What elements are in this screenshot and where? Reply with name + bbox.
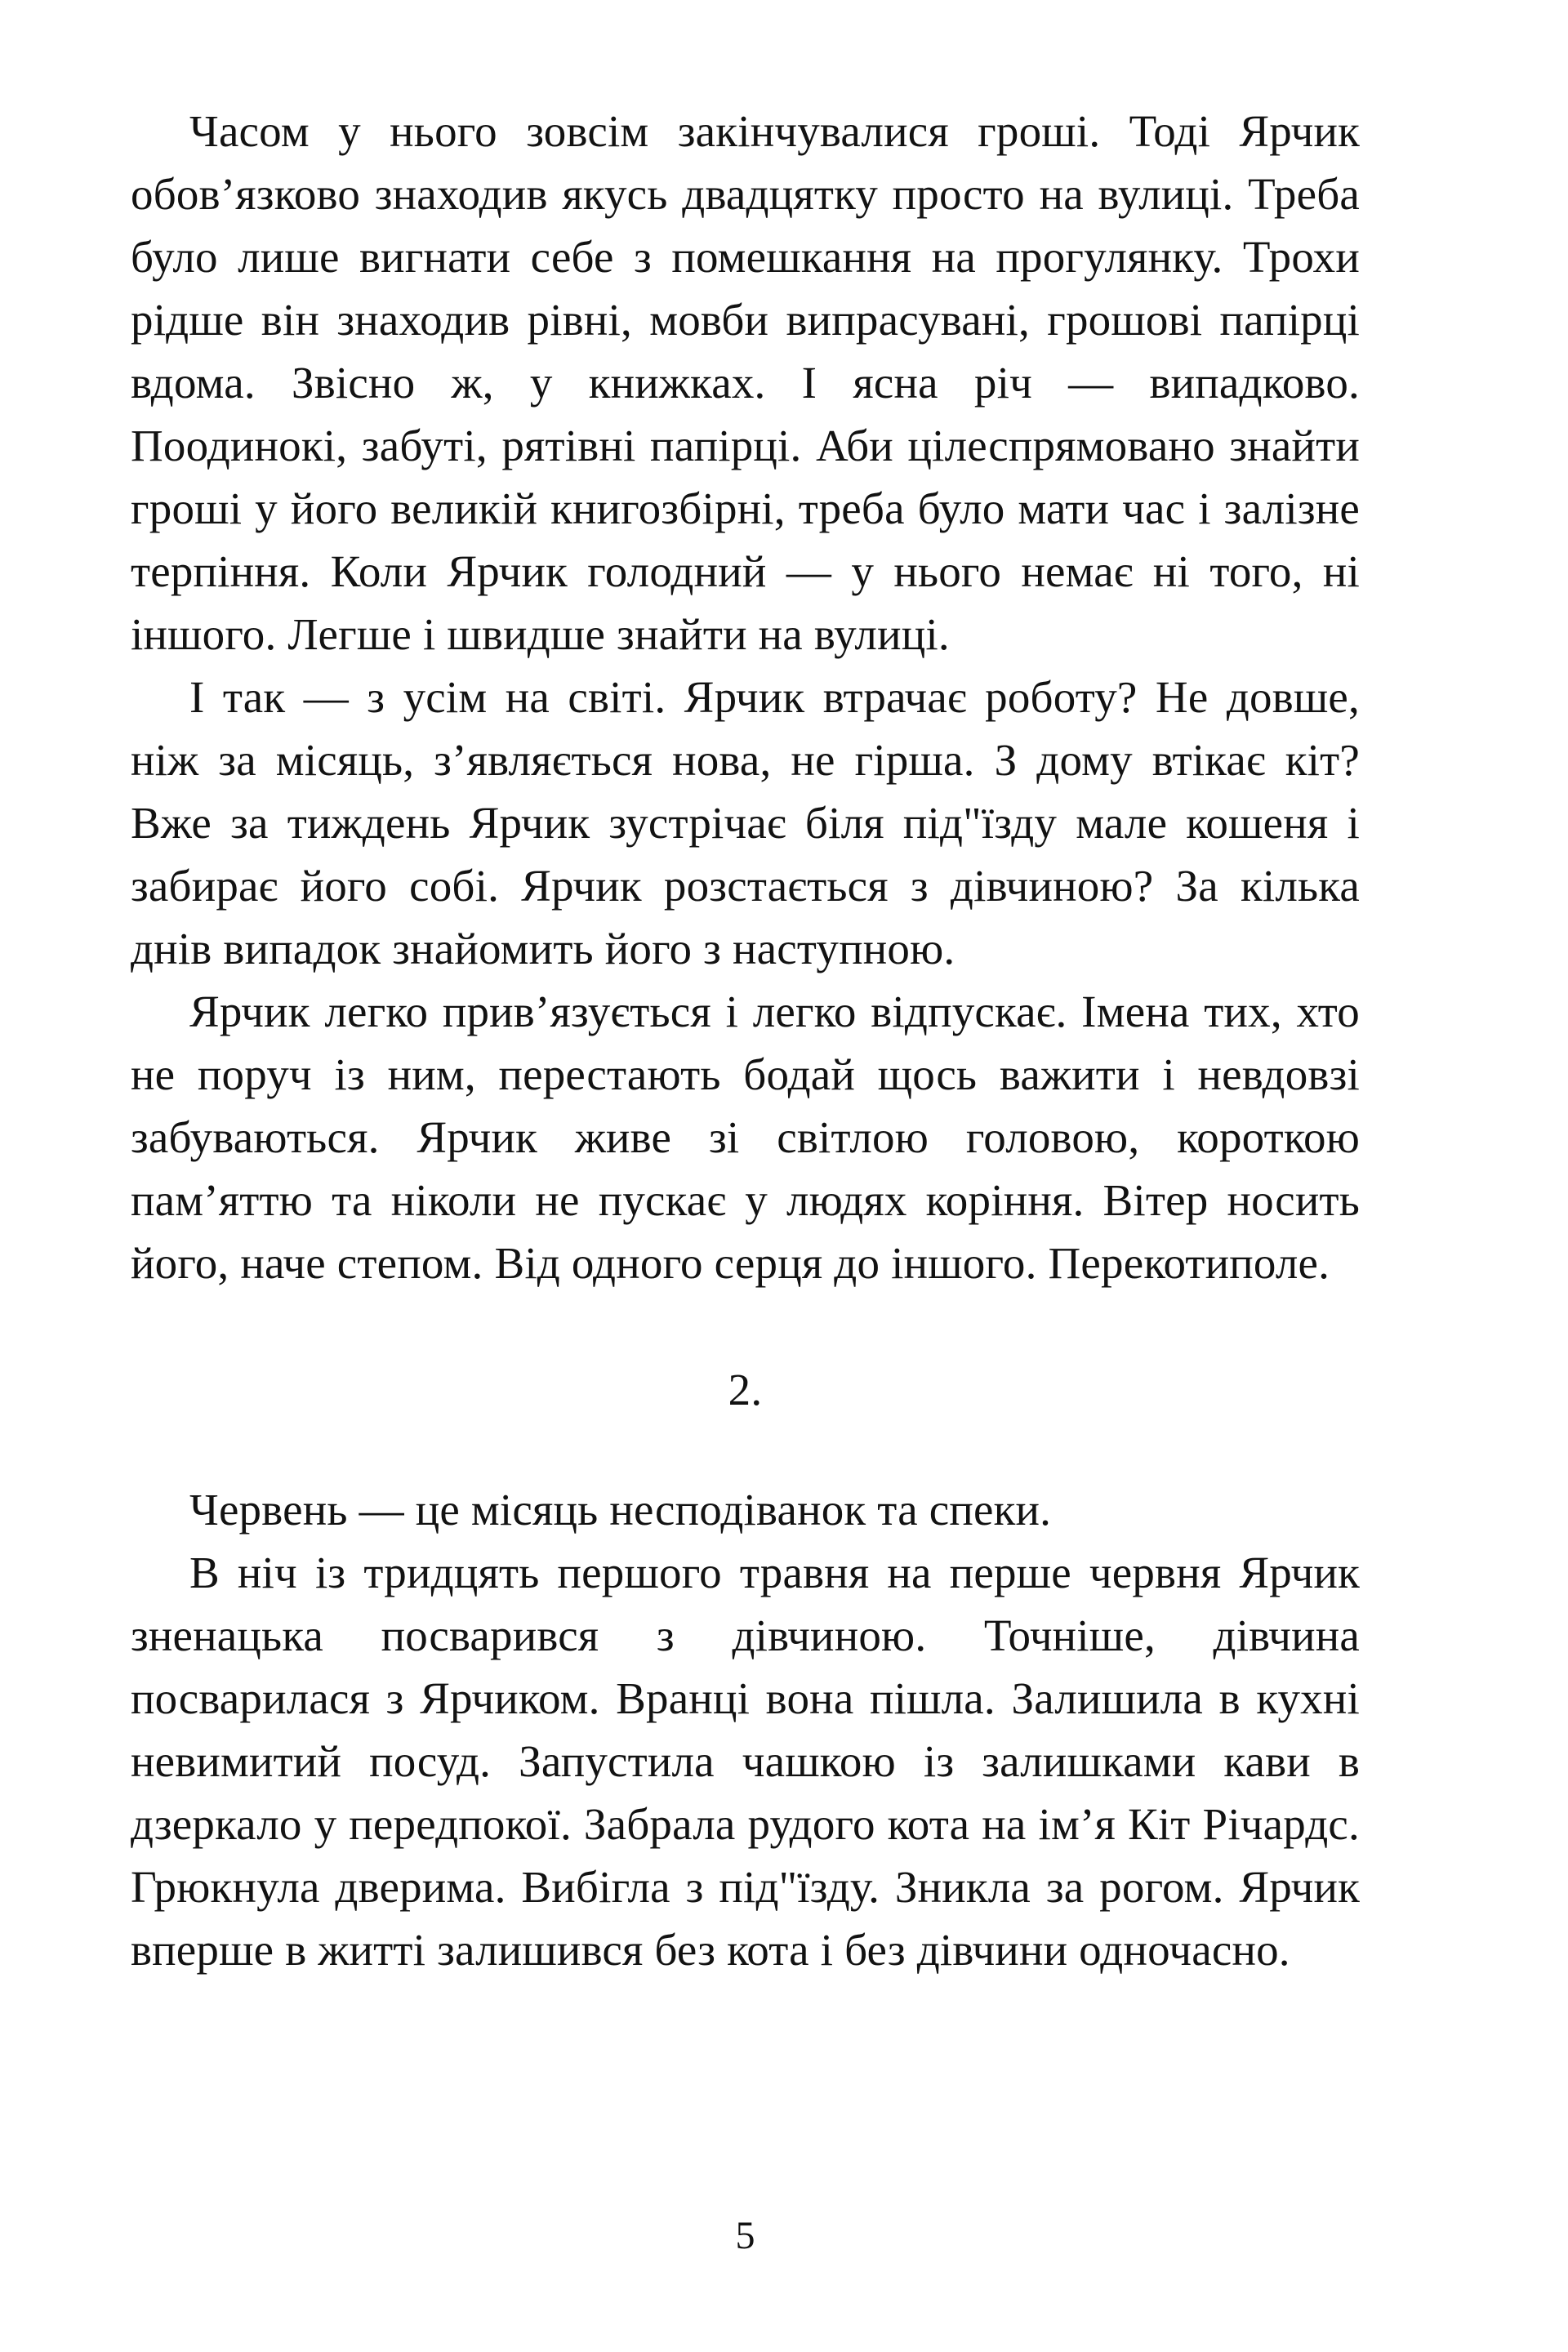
paragraph-4: Червень — це місяць несподіванок та спеки.	[189, 1485, 1052, 1535]
section-heading: 2.	[728, 1365, 763, 1414]
text-block	[131, 100, 1360, 1981]
paragraph-5: В ніч із тридцять першого травня на перше червня Ярчик зненацька посварився з дівчиною. Точніше, дівчина посварилася з Ярчиком. Вранці вона пішла. Залишила в кухні невимитий посуд. Запустила чашкою із залишками кави в дзеркало у передпокої. Забрала рудого кота на ім’я Кіт Річардс. Грюкнула дверима. Вибігла з під"їзду. Зникла за рогом. Ярчик вперше в житті залишився без кота і без дівчини одночасно.	[131, 1548, 1360, 1975]
paragraph-2: І так — з усім на світі. Ярчик втрачає роботу? Не довше, ніж за місяць, з’являється нова, не гірша. З дому втікає кіт? Вже за тиждень Ярчик зустрічає біля під"їзду мале кошеня і забирає його собі. Ярчик розстається з дівчиною? За кілька днів випадок знайомить його з наступною.	[131, 672, 1360, 973]
paragraph-1: Часом у нього зовсім закінчувалися гроші. Тоді Ярчик обов’язково знаходив якусь двадцятку просто на вулиці. Треба було лише вигнати себе з помешкання на прогулянку. Трохи рідше він знаходив рівні, мовби випрасувані, грошові папірці вдома. Звісно ж, у книжках. І ясна річ — випадково. Поодинокі, забуті, рятівні папірці. Аби цілеспрямовано знайти гроші у його великій книгозбірні, треба було мати час і залізне терпіння. Коли Ярчик голодний — у нього немає ні того, ні іншого. Легше і швидше знайти на вулиці.	[131, 106, 1360, 659]
page-number: 5	[735, 2214, 755, 2257]
paragraph-3: Ярчик легко прив’язується і легко відпускає. Імена тих, хто не поруч із ним, перестають бодай щось важити і невдовзі забуваються. Ярчик живе зі світлою головою, короткою пам’яттю та ніколи не пускає у людях коріння. Вітер носить його, наче степом. Від одного серця до іншого. Перекотиполе.	[131, 987, 1360, 1288]
